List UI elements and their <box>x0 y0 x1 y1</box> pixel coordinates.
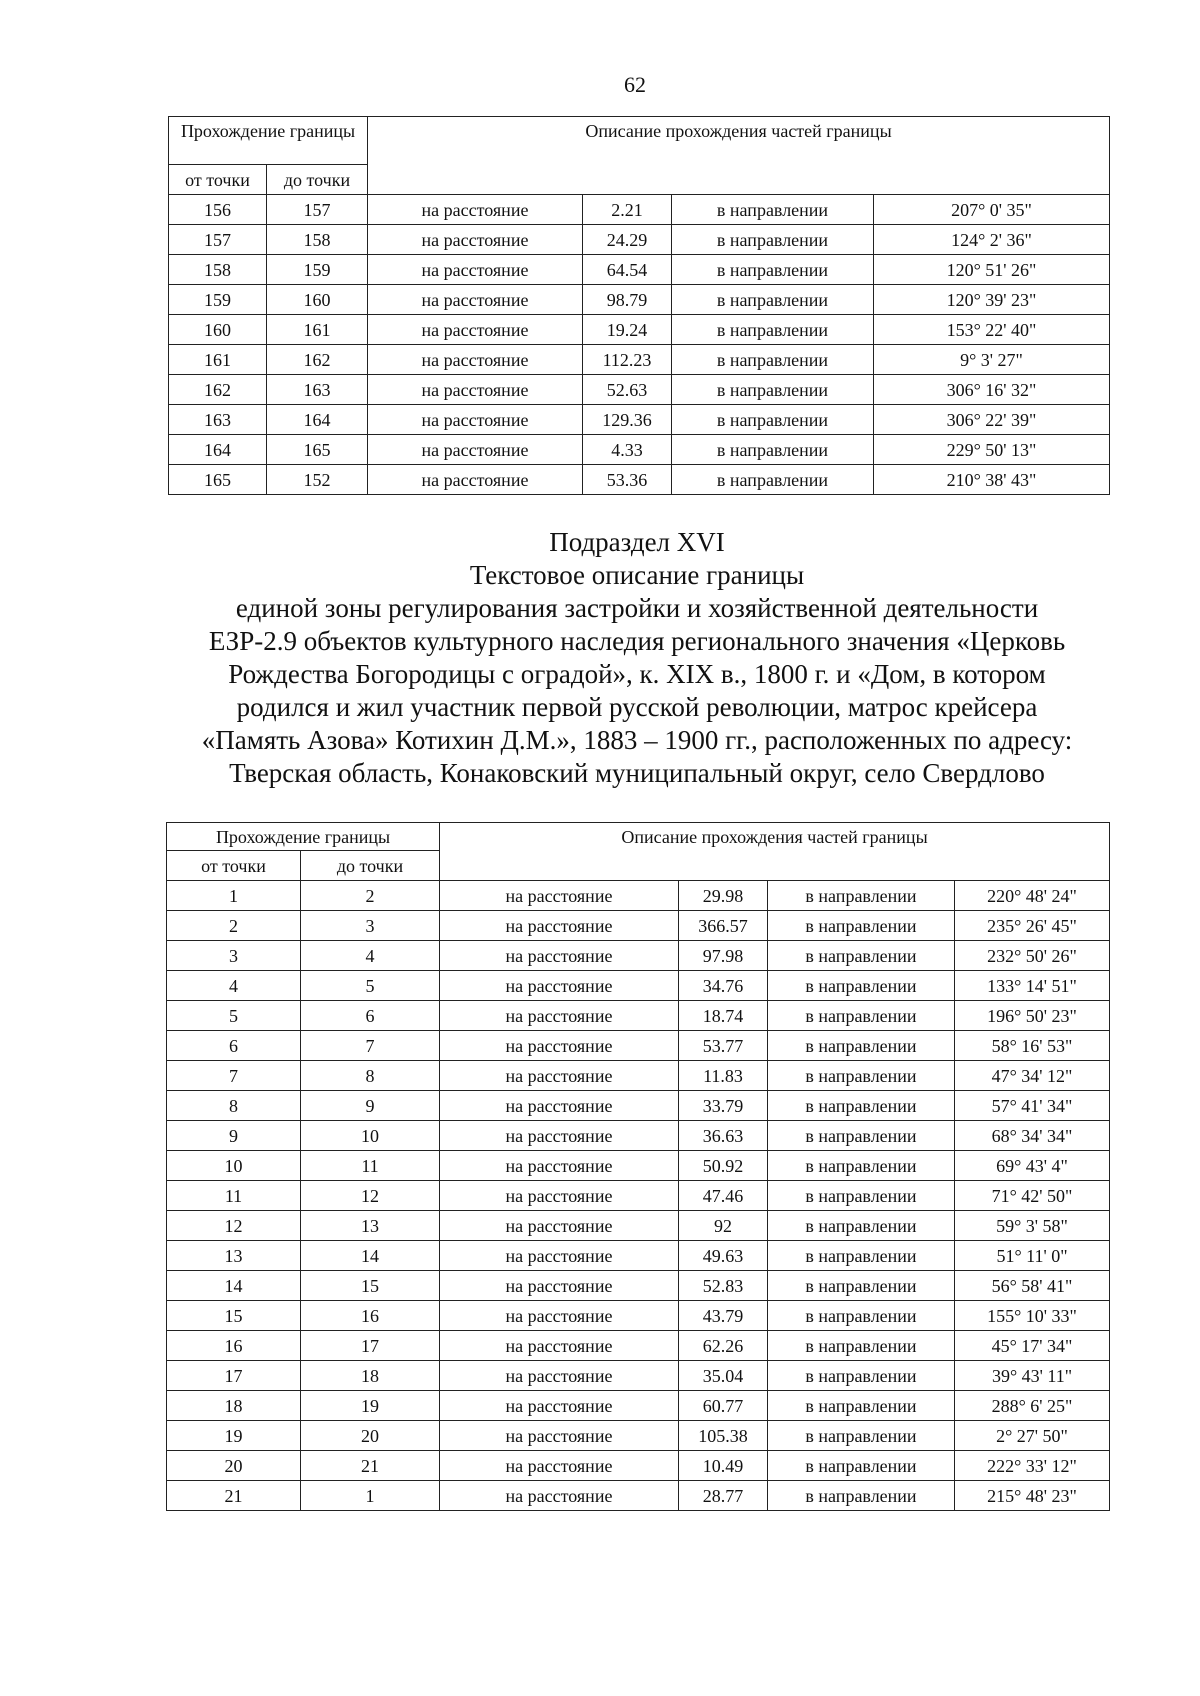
cell-direction-label: в направлении <box>672 225 874 255</box>
cell-direction-label: в направлении <box>672 345 874 375</box>
cell-direction-label: в направлении <box>768 1091 955 1121</box>
cell-distance: 105.38 <box>679 1421 768 1451</box>
cell-angle: 235° 26' 45" <box>955 911 1110 941</box>
cell-distance-label: на расстояние <box>440 1421 679 1451</box>
cell-to-point: 159 <box>267 255 368 285</box>
cell-from-point: 3 <box>167 941 301 971</box>
table-row <box>169 195 1110 225</box>
cell-distance: 19.24 <box>583 315 672 345</box>
boundary-table-1 <box>168 116 1110 495</box>
table-row <box>167 1091 1110 1121</box>
cell-distance: 34.76 <box>679 971 768 1001</box>
cell-distance-label: на расстояние <box>440 1091 679 1121</box>
cell-to-point: 5 <box>301 971 440 1001</box>
cell-from-point: 164 <box>169 435 267 465</box>
cell-direction-label: в направлении <box>768 1181 955 1211</box>
cell-from-point: 6 <box>167 1031 301 1061</box>
table-row <box>167 1031 1110 1061</box>
cell-direction-label: в направлении <box>768 1151 955 1181</box>
page-number: 62 <box>624 72 646 97</box>
cell-angle: 306° 16' 32" <box>874 375 1110 405</box>
cell-distance-label: на расстояние <box>440 1001 679 1031</box>
cell-from-point: 19 <box>167 1421 301 1451</box>
cell-distance: 43.79 <box>679 1301 768 1331</box>
cell-direction-label: в направлении <box>768 911 955 941</box>
cell-distance: 2.21 <box>583 195 672 225</box>
cell-direction-label: в направлении <box>768 1031 955 1061</box>
cell-to-point: 2 <box>301 881 440 911</box>
cell-angle: 232° 50' 26" <box>955 941 1110 971</box>
table-row <box>169 465 1110 495</box>
cell-to-point: 14 <box>301 1241 440 1271</box>
cell-to-point: 7 <box>301 1031 440 1061</box>
table-row <box>167 1331 1110 1361</box>
cell-from-point: 4 <box>167 971 301 1001</box>
table-row <box>167 971 1110 1001</box>
cell-to-point: 10 <box>301 1121 440 1151</box>
cell-distance: 35.04 <box>679 1361 768 1391</box>
cell-from-point: 159 <box>169 285 267 315</box>
cell-direction-label: в направлении <box>672 315 874 345</box>
cell-direction-label: в направлении <box>768 1421 955 1451</box>
cell-direction-label: в направлении <box>768 1241 955 1271</box>
cell-direction-label: в направлении <box>768 1121 955 1151</box>
cell-distance: 62.26 <box>679 1331 768 1361</box>
cell-distance-label: на расстояние <box>440 1211 679 1241</box>
cell-from-point: 5 <box>167 1001 301 1031</box>
cell-direction-label: в направлении <box>768 1061 955 1091</box>
cell-angle: 2° 27' 50" <box>955 1421 1110 1451</box>
cell-distance-label: на расстояние <box>368 255 583 285</box>
table-body <box>169 195 1110 495</box>
table-row <box>169 375 1110 405</box>
cell-distance-label: на расстояние <box>440 1121 679 1151</box>
cell-angle: 9° 3' 27" <box>874 345 1110 375</box>
cell-from-point: 161 <box>169 345 267 375</box>
cell-to-point: 6 <box>301 1001 440 1031</box>
cell-distance: 129.36 <box>583 405 672 435</box>
cell-to-point: 3 <box>301 911 440 941</box>
table-row <box>167 1241 1110 1271</box>
cell-to-point: 160 <box>267 285 368 315</box>
cell-direction-label: в направлении <box>768 881 955 911</box>
cell-to-point: 20 <box>301 1421 440 1451</box>
table-row <box>167 1181 1110 1211</box>
table-row <box>169 285 1110 315</box>
cell-angle: 306° 22' 39" <box>874 405 1110 435</box>
cell-angle: 124° 2' 36" <box>874 225 1110 255</box>
cell-distance: 60.77 <box>679 1391 768 1421</box>
cell-distance: 10.49 <box>679 1451 768 1481</box>
cell-from-point: 157 <box>169 225 267 255</box>
cell-to-point: 157 <box>267 195 368 225</box>
cell-angle: 39° 43' 11" <box>955 1361 1110 1391</box>
cell-direction-label: в направлении <box>672 465 874 495</box>
cell-angle: 71° 42' 50" <box>955 1181 1110 1211</box>
cell-distance: 4.33 <box>583 435 672 465</box>
cell-to-point: 15 <box>301 1271 440 1301</box>
cell-distance-label: на расстояние <box>440 881 679 911</box>
cell-angle: 220° 48' 24" <box>955 881 1110 911</box>
cell-from-point: 15 <box>167 1301 301 1331</box>
cell-angle: 59° 3' 58" <box>955 1211 1110 1241</box>
table-body <box>167 881 1110 1511</box>
table-row <box>167 1001 1110 1031</box>
cell-distance-label: на расстояние <box>368 345 583 375</box>
cell-angle: 45° 17' 34" <box>955 1331 1110 1361</box>
cell-distance: 112.23 <box>583 345 672 375</box>
cell-direction-label: в направлении <box>768 941 955 971</box>
cell-distance: 97.98 <box>679 941 768 971</box>
cell-distance: 11.83 <box>679 1061 768 1091</box>
cell-distance: 98.79 <box>583 285 672 315</box>
cell-from-point: 163 <box>169 405 267 435</box>
cell-to-point: 12 <box>301 1181 440 1211</box>
cell-to-point: 8 <box>301 1061 440 1091</box>
header-to: до точки <box>301 851 440 881</box>
cell-to-point: 165 <box>267 435 368 465</box>
heading-line: родился и жил участник первой русской революции, матрос крейсера <box>236 692 1038 722</box>
table-row <box>167 1421 1110 1451</box>
boundary-table-2 <box>166 822 1110 1511</box>
header-to: до точки <box>267 165 368 195</box>
header-description: Описание прохождения частей границы <box>440 823 1110 881</box>
cell-direction-label: в направлении <box>672 285 874 315</box>
cell-angle: 288° 6' 25" <box>955 1391 1110 1421</box>
cell-angle: 58° 16' 53" <box>955 1031 1110 1061</box>
header-passage: Прохождение границы <box>169 117 368 165</box>
table-row <box>167 1151 1110 1181</box>
cell-angle: 133° 14' 51" <box>955 971 1110 1001</box>
cell-angle: 68° 34' 34" <box>955 1121 1110 1151</box>
table-row <box>167 1061 1110 1091</box>
cell-distance: 33.79 <box>679 1091 768 1121</box>
cell-distance-label: на расстояние <box>440 1331 679 1361</box>
cell-distance: 64.54 <box>583 255 672 285</box>
cell-from-point: 16 <box>167 1331 301 1361</box>
cell-distance-label: на расстояние <box>440 1361 679 1391</box>
cell-distance-label: на расстояние <box>368 225 583 255</box>
cell-direction-label: в направлении <box>768 971 955 1001</box>
heading-line: ЕЗР-2.9 объектов культурного наследия регионального значения «Церковь <box>208 626 1066 656</box>
cell-distance-label: на расстояние <box>440 941 679 971</box>
cell-to-point: 9 <box>301 1091 440 1121</box>
cell-to-point: 13 <box>301 1211 440 1241</box>
cell-angle: 207° 0' 35" <box>874 195 1110 225</box>
table-row <box>169 345 1110 375</box>
cell-distance-label: на расстояние <box>440 971 679 1001</box>
table-row <box>167 911 1110 941</box>
table-row <box>167 1121 1110 1151</box>
cell-to-point: 19 <box>301 1391 440 1421</box>
header-from: от точки <box>169 165 267 195</box>
header-description: Описание прохождения частей границы <box>368 117 1110 195</box>
cell-angle: 120° 51' 26" <box>874 255 1110 285</box>
cell-from-point: 156 <box>169 195 267 225</box>
cell-distance-label: на расстояние <box>440 911 679 941</box>
cell-distance: 50.92 <box>679 1151 768 1181</box>
cell-to-point: 158 <box>267 225 368 255</box>
cell-to-point: 21 <box>301 1451 440 1481</box>
cell-angle: 57° 41' 34" <box>955 1091 1110 1121</box>
cell-distance-label: на расстояние <box>440 1181 679 1211</box>
cell-distance-label: на расстояние <box>440 1391 679 1421</box>
cell-from-point: 13 <box>167 1241 301 1271</box>
cell-angle: 215° 48' 23" <box>955 1481 1110 1511</box>
cell-from-point: 160 <box>169 315 267 345</box>
cell-distance-label: на расстояние <box>440 1241 679 1271</box>
cell-distance-label: на расстояние <box>368 465 583 495</box>
cell-angle: 155° 10' 33" <box>955 1301 1110 1331</box>
cell-from-point: 12 <box>167 1211 301 1241</box>
cell-distance-label: на расстояние <box>368 375 583 405</box>
cell-distance: 28.77 <box>679 1481 768 1511</box>
cell-from-point: 11 <box>167 1181 301 1211</box>
cell-angle: 222° 33' 12" <box>955 1451 1110 1481</box>
cell-to-point: 11 <box>301 1151 440 1181</box>
cell-to-point: 161 <box>267 315 368 345</box>
heading-line: «Память Азова» Котихин Д.М.», 1883 – 1900 гг., расположенных по адресу: <box>201 725 1073 755</box>
header-from: от точки <box>167 851 301 881</box>
heading-line: Рождества Богородицы с оградой», к. XIX в., 1800 г. и «Дом, в котором <box>228 659 1046 689</box>
cell-to-point: 163 <box>267 375 368 405</box>
cell-to-point: 4 <box>301 941 440 971</box>
cell-direction-label: в направлении <box>672 405 874 435</box>
cell-distance: 29.98 <box>679 881 768 911</box>
cell-direction-label: в направлении <box>768 1001 955 1031</box>
cell-from-point: 158 <box>169 255 267 285</box>
cell-distance: 53.36 <box>583 465 672 495</box>
cell-distance: 18.74 <box>679 1001 768 1031</box>
table-row <box>167 1361 1110 1391</box>
table-row <box>167 1211 1110 1241</box>
cell-from-point: 165 <box>169 465 267 495</box>
table-row <box>167 1391 1110 1421</box>
cell-distance-label: на расстояние <box>440 1451 679 1481</box>
cell-distance: 92 <box>679 1211 768 1241</box>
cell-direction-label: в направлении <box>768 1271 955 1301</box>
cell-angle: 196° 50' 23" <box>955 1001 1110 1031</box>
cell-angle: 153° 22' 40" <box>874 315 1110 345</box>
cell-angle: 47° 34' 12" <box>955 1061 1110 1091</box>
cell-from-point: 21 <box>167 1481 301 1511</box>
cell-direction-label: в направлении <box>768 1331 955 1361</box>
cell-angle: 56° 58' 41" <box>955 1271 1110 1301</box>
cell-direction-label: в направлении <box>768 1451 955 1481</box>
cell-distance: 49.63 <box>679 1241 768 1271</box>
cell-distance-label: на расстояние <box>368 195 583 225</box>
cell-to-point: 162 <box>267 345 368 375</box>
cell-distance: 36.63 <box>679 1121 768 1151</box>
cell-distance: 52.63 <box>583 375 672 405</box>
cell-distance-label: на расстояние <box>440 1271 679 1301</box>
table-row <box>169 315 1110 345</box>
cell-distance-label: на расстояние <box>440 1301 679 1331</box>
cell-direction-label: в направлении <box>768 1361 955 1391</box>
heading-line: Текстовое описание границы <box>469 560 805 590</box>
cell-from-point: 17 <box>167 1361 301 1391</box>
cell-from-point: 162 <box>169 375 267 405</box>
cell-from-point: 9 <box>167 1121 301 1151</box>
cell-from-point: 10 <box>167 1151 301 1181</box>
heading-line: единой зоны регулирования застройки и хозяйственной деятельности <box>235 593 1039 623</box>
cell-to-point: 17 <box>301 1331 440 1361</box>
cell-from-point: 20 <box>167 1451 301 1481</box>
cell-from-point: 14 <box>167 1271 301 1301</box>
cell-distance-label: на расстояние <box>368 435 583 465</box>
cell-distance: 47.46 <box>679 1181 768 1211</box>
cell-angle: 51° 11' 0" <box>955 1241 1110 1271</box>
cell-distance: 366.57 <box>679 911 768 941</box>
cell-distance-label: на расстояние <box>368 405 583 435</box>
cell-direction-label: в направлении <box>672 435 874 465</box>
cell-from-point: 2 <box>167 911 301 941</box>
cell-distance-label: на расстояние <box>368 285 583 315</box>
cell-to-point: 164 <box>267 405 368 435</box>
cell-distance: 24.29 <box>583 225 672 255</box>
cell-direction-label: в направлении <box>768 1481 955 1511</box>
cell-to-point: 1 <box>301 1481 440 1511</box>
cell-from-point: 8 <box>167 1091 301 1121</box>
cell-distance: 53.77 <box>679 1031 768 1061</box>
cell-distance-label: на расстояние <box>440 1151 679 1181</box>
header-passage: Прохождение границы <box>167 823 440 851</box>
cell-to-point: 18 <box>301 1361 440 1391</box>
table-row <box>167 1301 1110 1331</box>
cell-distance: 52.83 <box>679 1271 768 1301</box>
cell-direction-label: в направлении <box>768 1301 955 1331</box>
cell-to-point: 16 <box>301 1301 440 1331</box>
table-row <box>167 941 1110 971</box>
cell-angle: 69° 43' 4" <box>955 1151 1110 1181</box>
cell-from-point: 18 <box>167 1391 301 1421</box>
heading-line: Тверская область, Конаковский муниципальный округ, село Свердлово <box>229 758 1045 788</box>
table-row <box>169 435 1110 465</box>
table-row <box>167 1481 1110 1511</box>
table-row <box>169 225 1110 255</box>
table-row <box>169 405 1110 435</box>
cell-distance-label: на расстояние <box>440 1481 679 1511</box>
table-row <box>169 255 1110 285</box>
table-row <box>167 881 1110 911</box>
cell-from-point: 7 <box>167 1061 301 1091</box>
cell-angle: 229° 50' 13" <box>874 435 1110 465</box>
cell-direction-label: в направлении <box>768 1391 955 1421</box>
cell-angle: 210° 38' 43" <box>874 465 1110 495</box>
cell-direction-label: в направлении <box>672 375 874 405</box>
cell-angle: 120° 39' 23" <box>874 285 1110 315</box>
cell-distance-label: на расстояние <box>440 1031 679 1061</box>
cell-distance-label: на расстояние <box>440 1061 679 1091</box>
cell-direction-label: в направлении <box>672 195 874 225</box>
cell-from-point: 1 <box>167 881 301 911</box>
table-row <box>167 1271 1110 1301</box>
heading-line: Подраздел XVI <box>549 527 725 557</box>
cell-direction-label: в направлении <box>768 1211 955 1241</box>
subsection-heading <box>100 526 1174 790</box>
cell-distance-label: на расстояние <box>368 315 583 345</box>
cell-to-point: 152 <box>267 465 368 495</box>
cell-direction-label: в направлении <box>672 255 874 285</box>
table-row <box>167 1451 1110 1481</box>
